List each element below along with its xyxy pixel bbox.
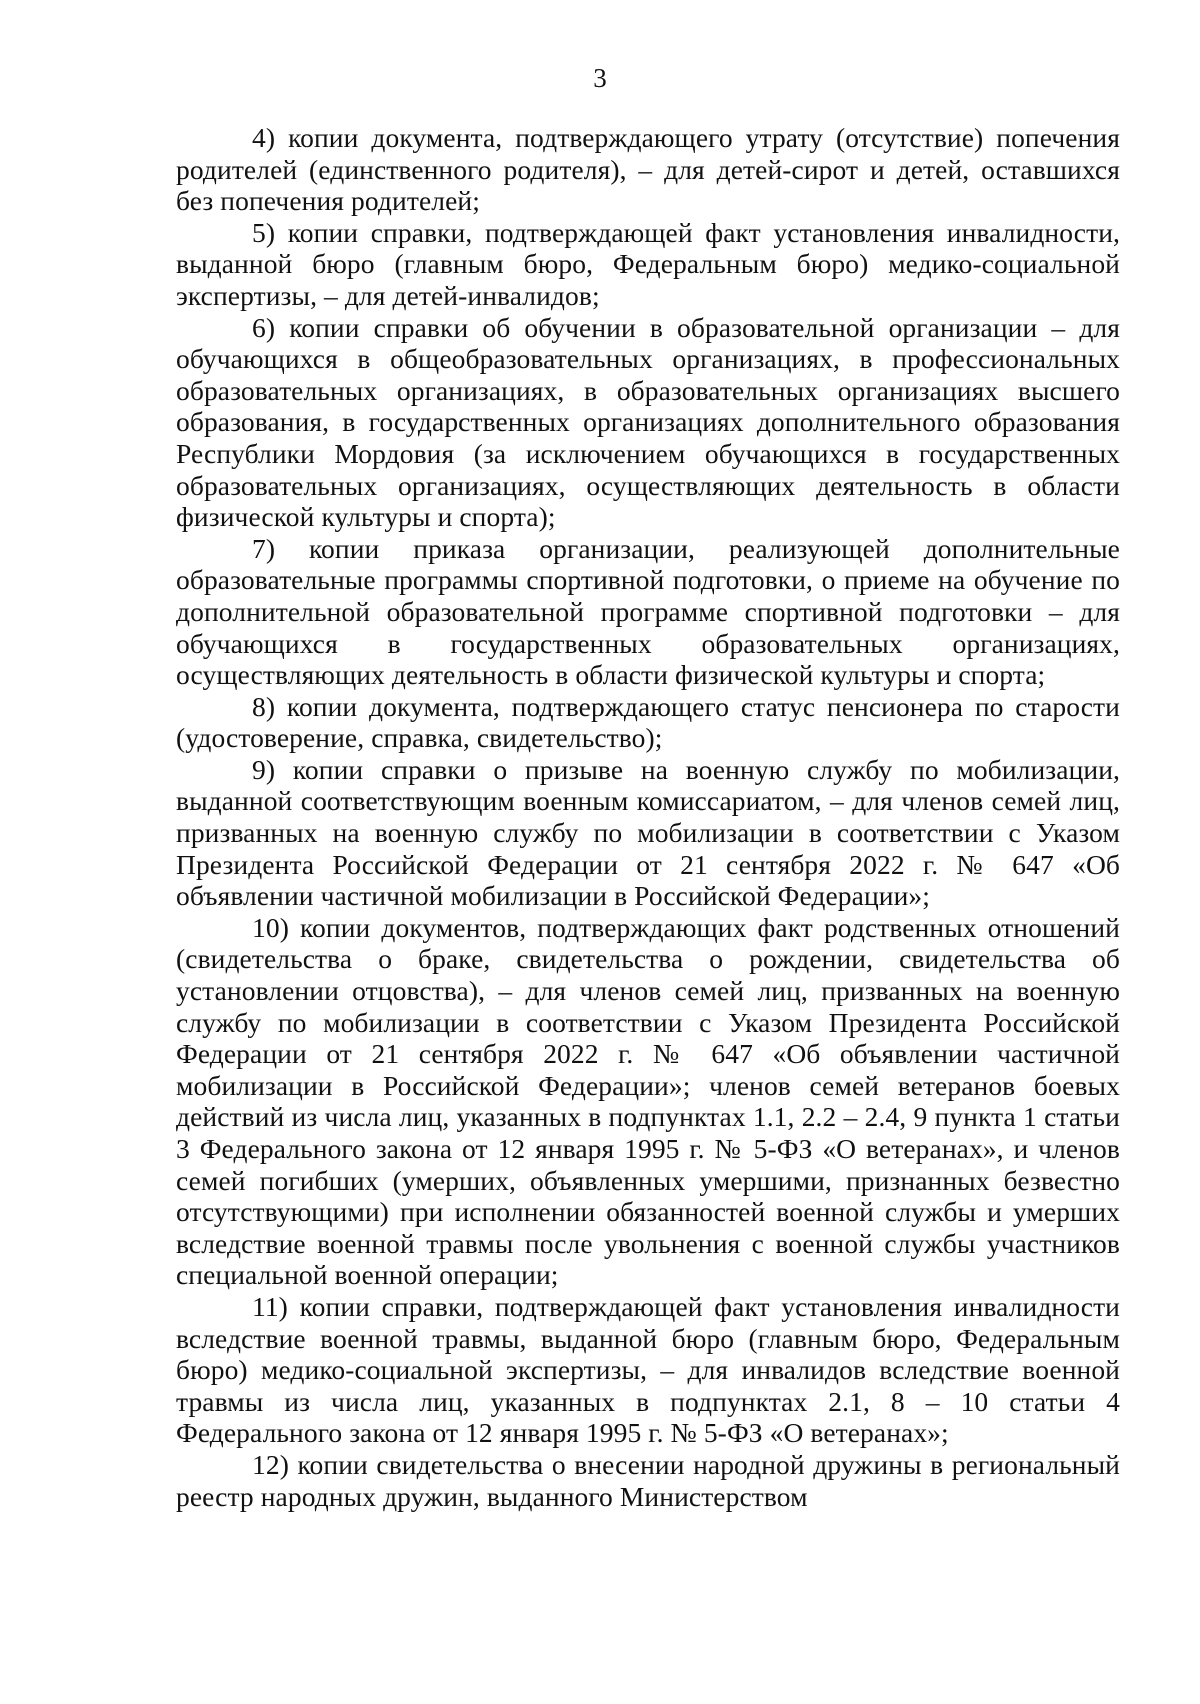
paragraph-item-5: 5) копии справки, подтверждающей факт установления инвалидности, выданной бюро (главным бюро, Федеральным бюро) медико-социальной экспертизы, – для детей-инвалидов; (176, 216, 1120, 311)
paragraph-item-4: 4) копии документа, подтверждающего утрату (отсутствие) попечения родителей (единственного родителя), – для детей-сирот и детей, оставшихся без попечения родителей; (176, 122, 1120, 217)
paragraph-item-6: 6) копии справки об обучении в образовательной организации – для обучающихся в общеобразовательных организациях, в профессиональных образовательных организациях, в образовательных организациях высшего образования, в государственных организациях дополнительного образования Республики Мордовия (за исключением обучающихся в государственных образовательных организациях, осуществляющих деятельность в области физической культуры и спорта); (176, 311, 1120, 533)
paragraph-item-10: 10) копии документов, подтверждающих факт родственных отношений (свидетельства о браке, свидетельства о рождении, свидетельства об установлении отцовства), – для членов семей лиц, призванных на военную службу по мобилизации в соответствии с Указом Президента Российской Федерации от 21 сентября 2022 г. № 647 «Об объявлении частичной мобилизации в Российской Федерации»; членов семей ветеранов боевых действий из числа лиц, указанных в подпунктах 1.1, 2.2 – 2.4, 9 пункта 1 статьи 3 Федерального закона от 12 января 1995 г. № 5-ФЗ «О ветеранах», и членов семей погибших (умерших, объявленных умершими, признанных безвестно отсутствующими) при исполнении обязанностей военной службы и умерших вследствие военной травмы после увольнения с военной службы участников специальной военной операции; (176, 911, 1120, 1291)
paragraph-item-8: 8) копии документа, подтверждающего статус пенсионера по старости (удостоверение, справка, свидетельство); (176, 690, 1120, 754)
paragraph-item-11: 11) копии справки, подтверждающей факт установления инвалидности вследствие военной травмы, выданной бюро (главным бюро, Федеральным бюро) медико-социальной экспертизы, – для инвалидов вследствие военной травмы из числа лиц, указанных в подпунктах 2.1, 8 – 10 статьи 4 Федерального закона от 12 января 1995 г. № 5-ФЗ «О ветеранах»; (176, 1290, 1120, 1449)
paragraph-item-12: 12) копии свидетельства о внесении народной дружины в региональный реестр народных дружин, выданного Министерством (176, 1448, 1120, 1512)
paragraph-item-7: 7) копии приказа организации, реализующей дополнительные образовательные программы спортивной подготовки, о приеме на обучение по дополнительной образовательной программе спортивной подготовки – для обучающихся в государственных образовательных организациях, осуществляющих деятельность в области физической культуры и спорта; (176, 532, 1120, 691)
document-body (176, 122, 1120, 1512)
page-number: 3 (593, 63, 607, 93)
paragraph-item-9: 9) копии справки о призыве на военную службу по мобилизации, выданной соответствующим военным комиссариатом, – для членов семей лиц, призванных на военную службу по мобилизации в соответствии с Указом Президента Российской Федерации от 21 сентября 2022 г. № 647 «Об объявлении частичной мобилизации в Российской Федерации»; (176, 753, 1120, 912)
